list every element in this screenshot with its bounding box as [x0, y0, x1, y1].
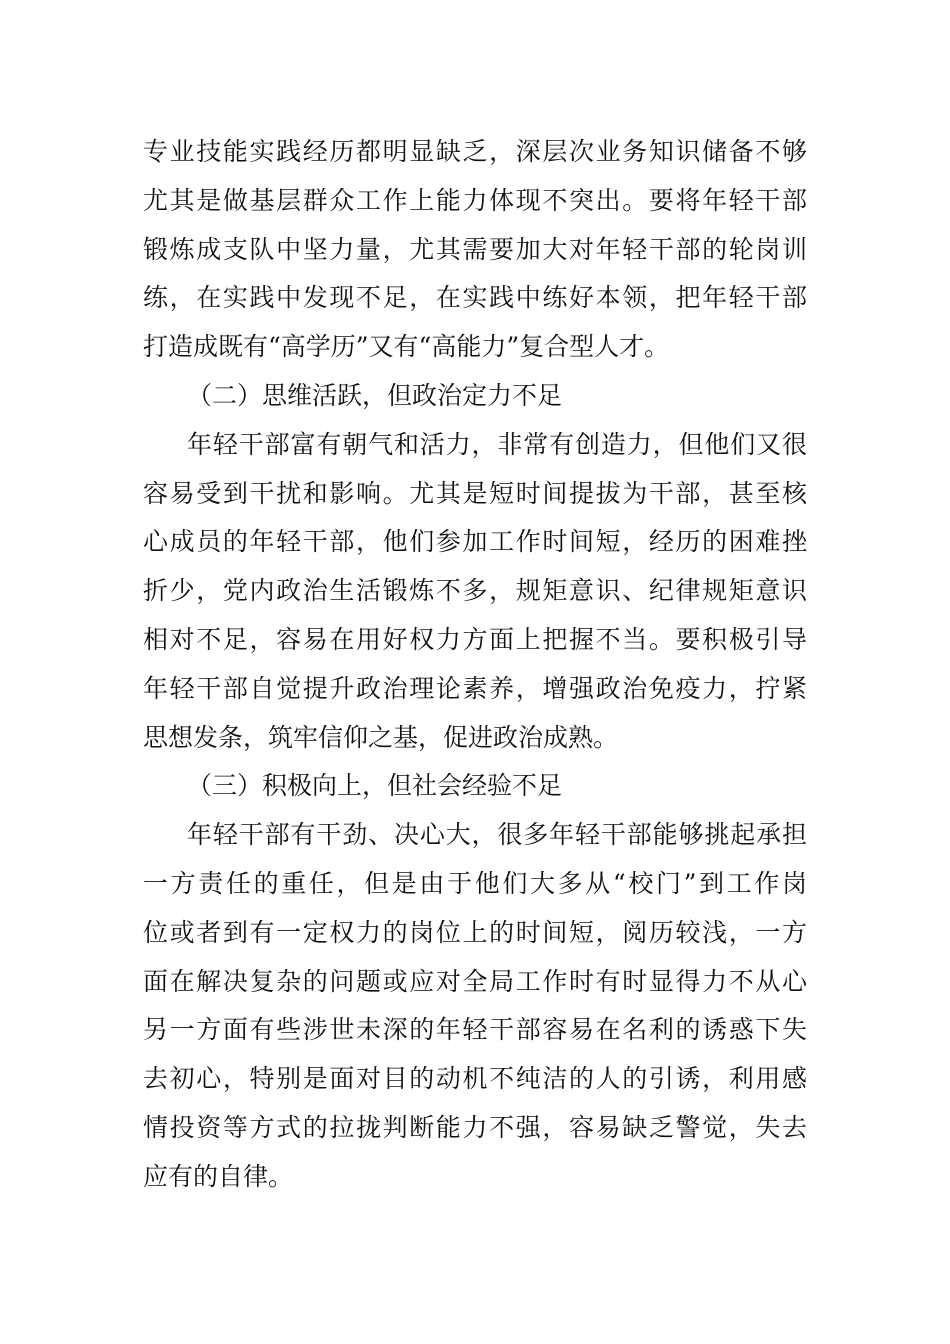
paragraph-line: 专业技能实践经历都明显缺乏，深层次业务知识储备不够 — [143, 137, 807, 166]
paragraph-line: 一方责任的重任，但是由于他们大多从“校门”到工作岗 — [143, 868, 807, 898]
paragraph-line: 另一方面有些涉世未深的年轻干部容易在名利的诱惑下失 — [143, 1015, 807, 1045]
section-heading: （三）积极向上，但社会经验不足 — [187, 771, 563, 801]
paragraph-line: 年轻干部自觉提升政治理论素养，增强政治免疫力，拧紧 — [143, 673, 807, 703]
paragraph-line: 尤其是做基层群众工作上能力体现不突出。要将年轻干部 — [143, 185, 807, 215]
paragraph-line: 锻炼成支队中坚力量，尤其需要加大对年轻干部的轮岗训 — [143, 234, 807, 264]
paragraph-line: 位或者到有一定权力的岗位上的时间短，阅历较浅，一方 — [143, 917, 807, 947]
paragraph-line: 容易受到干扰和影响。尤其是短时间提拔为干部，甚至核 — [143, 478, 807, 508]
paragraph-line: 打造成既有“高学历”又有“高能力”复合型人才。 — [143, 332, 670, 362]
paragraph-line: 面在解决复杂的问题或应对全局工作时有时显得力不从心 — [143, 966, 807, 996]
paragraph-line: 去初心，特别是面对目的动机不纯洁的人的引诱，利用感 — [143, 1064, 807, 1094]
paragraph-line: 年轻干部有干劲、决心大，很多年轻干部能够挑起承担 — [187, 820, 807, 850]
paragraph-line: 应有的自律。 — [143, 1161, 294, 1191]
paragraph-line: 思想发条，筑牢信仰之基，促进政治成熟。 — [143, 722, 619, 752]
paragraph-line: 折少，党内政治生活锻炼不多，规矩意识、纪律规矩意识 — [143, 576, 807, 606]
paragraph-line: 相对不足，容易在用好权力方面上把握不当。要积极引导 — [143, 624, 807, 654]
paragraph-line: 心成员的年轻干部，他们参加工作时间短，经历的困难挫 — [143, 527, 807, 557]
paragraph-line: 练，在实践中发现不足，在实践中练好本领，把年轻干部 — [143, 283, 807, 313]
paragraph-line: 年轻干部富有朝气和活力，非常有创造力，但他们又很 — [187, 429, 807, 459]
paragraph-line: 情投资等方式的拉拢判断能力不强，容易缺乏警觉，失去 — [143, 1112, 807, 1142]
section-heading: （二）思维活跃，但政治定力不足 — [187, 380, 563, 410]
document-body — [143, 128, 807, 1202]
